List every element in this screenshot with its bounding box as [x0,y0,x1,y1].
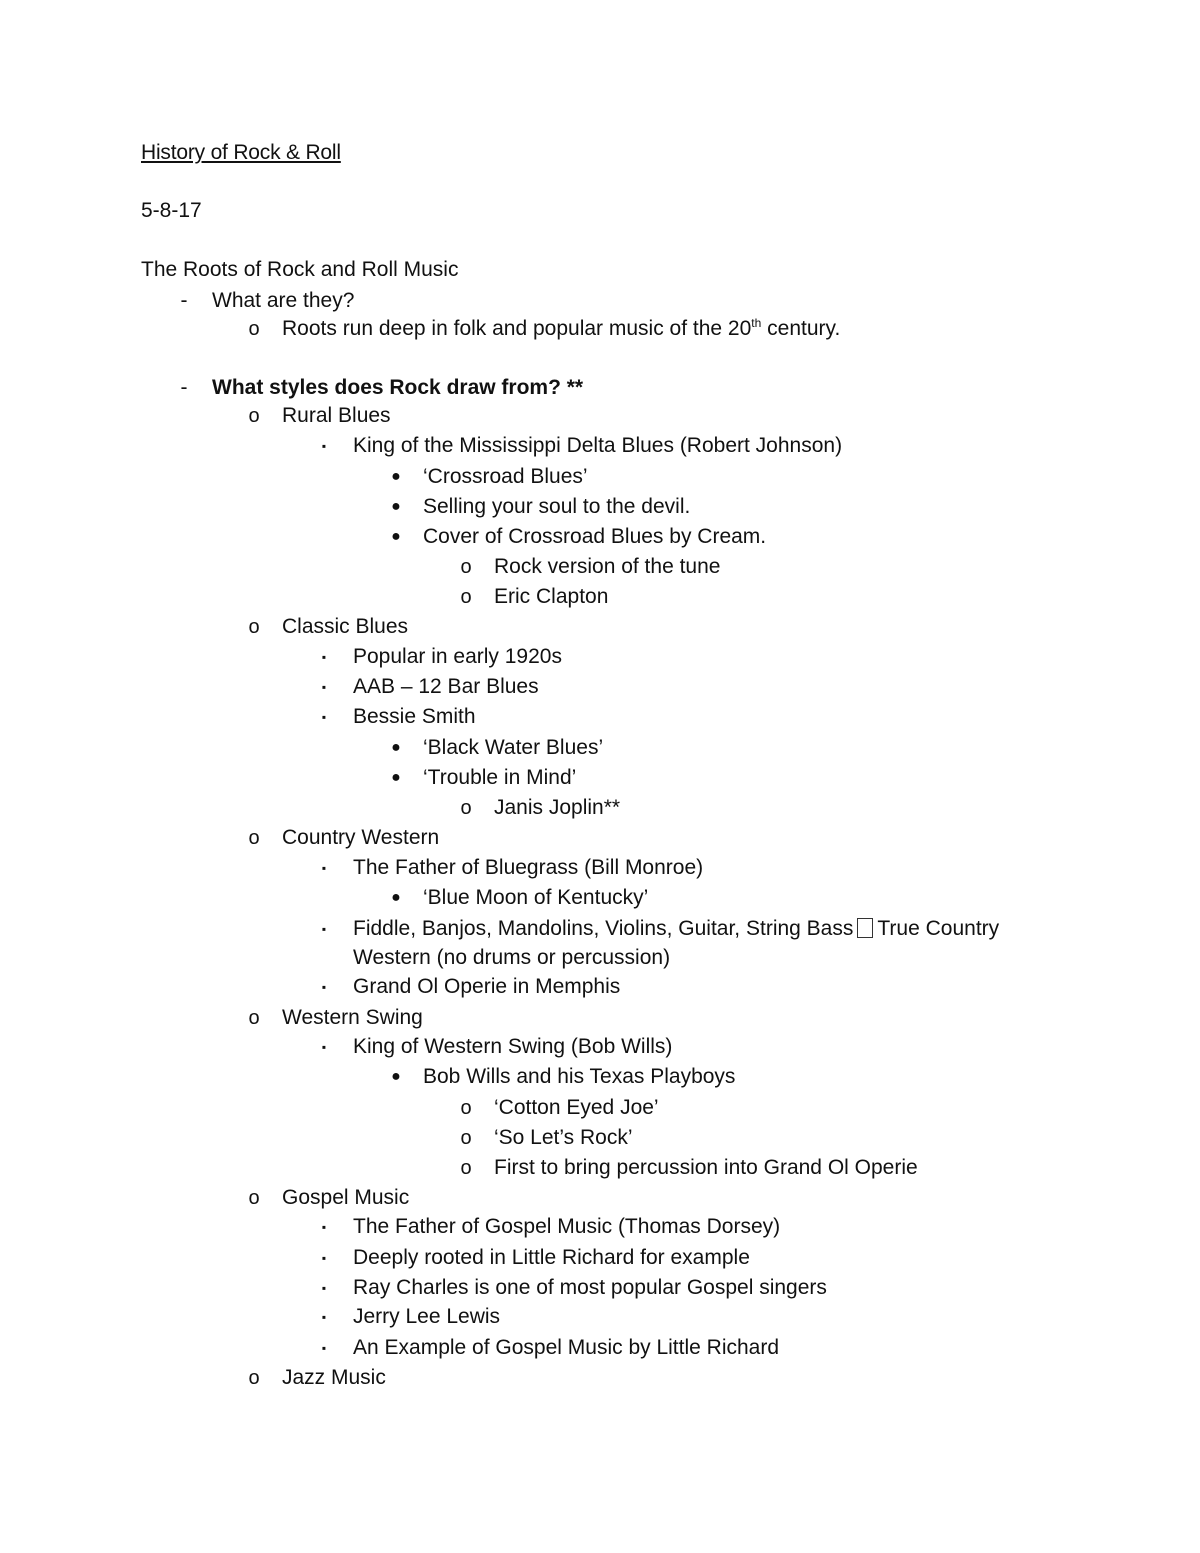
list-item-text: What styles does Rock draw from? ** [212,376,584,399]
circle-bullet: o [248,405,260,427]
square-bullet: ▪ [321,650,327,664]
square-bullet: ▪ [321,710,327,724]
list-item-text: Western Swing [282,1006,423,1029]
list-item-text: Gospel Music [282,1186,410,1209]
dot-bullet: ● [391,1068,401,1085]
section-heading: The Roots of Rock and Roll Music [141,258,459,281]
list-item-text: Rural Blues [282,404,391,427]
circle-bullet: o [460,1127,472,1149]
missing-glyph-icon [857,918,873,938]
circle-bullet: o [460,797,472,819]
circle-bullet: o [248,616,260,638]
document-title: History of Rock & Roll [141,141,341,164]
list-item-text: An Example of Gospel Music by Little Richard [353,1336,780,1359]
list-item-text: Grand Ol Operie in Memphis [353,975,621,998]
list-item-text: Selling your soul to the devil. [423,495,691,518]
list-item-text: Popular in early 1920s [353,645,562,668]
list-item-text: AAB – 12 Bar Blues [353,675,539,698]
list-item-text: ‘Black Water Blues’ [423,736,604,759]
square-bullet: ▪ [321,439,327,453]
list-item-text: ‘Crossroad Blues’ [423,465,588,488]
square-bullet: ▪ [321,1040,327,1054]
dash-bullet: - [180,289,188,312]
square-bullet: ▪ [321,1310,327,1324]
list-item-text: Fiddle, Banjos, Mandolins, Violins, Guitar, String Bass True Country [353,917,1000,940]
square-bullet: ▪ [321,1251,327,1265]
circle-bullet: o [460,1157,472,1179]
document-date: 5-8-17 [141,199,202,222]
list-item-text: King of the Mississippi Delta Blues (Robert Johnson) [353,434,843,457]
list-item-text: Rock version of the tune [494,555,721,578]
list-item-text: ‘Blue Moon of Kentucky’ [423,886,649,909]
dot-bullet: ● [391,739,401,756]
dot-bullet: ● [391,498,401,515]
list-item-text: Cover of Crossroad Blues by Cream. [423,525,767,548]
circle-bullet: o [248,1007,260,1029]
list-item-text: Deeply rooted in Little Richard for example [353,1246,750,1269]
list-item-text: Bob Wills and his Texas Playboys [423,1065,736,1088]
square-bullet: ▪ [321,922,327,936]
dot-bullet: ● [391,528,401,545]
circle-bullet: o [460,556,472,578]
list-item-text: What are they? [212,289,355,312]
circle-bullet: o [248,1367,260,1389]
list-item-text: Country Western [282,826,440,849]
list-item-text: Roots run deep in folk and popular music of the 20th century. [282,316,841,340]
list-item-text: The Father of Gospel Music (Thomas Dorsey) [353,1215,781,1238]
list-item-text: Bessie Smith [353,705,476,728]
circle-bullet: o [248,827,260,849]
dash-bullet: - [180,376,188,399]
square-bullet: ▪ [321,980,327,994]
list-item-text: First to bring percussion into Grand Ol Operie [494,1156,918,1179]
square-bullet: ▪ [321,861,327,875]
list-item-text: Classic Blues [282,615,409,638]
list-item-text: ‘Cotton Eyed Joe’ [494,1096,659,1119]
circle-bullet: o [460,1097,472,1119]
dot-bullet: ● [391,769,401,786]
circle-bullet: o [460,586,472,608]
list-item-text: Janis Joplin** [494,796,621,819]
list-item-text: ‘Trouble in Mind’ [423,766,577,789]
list-item-text: ‘So Let’s Rock’ [494,1126,633,1149]
square-bullet: ▪ [321,1341,327,1355]
list-item-text: Jerry Lee Lewis [353,1305,501,1328]
list-item-text: Ray Charles is one of most popular Gospel singers [353,1276,827,1299]
circle-bullet: o [248,318,260,340]
list-item-text: Jazz Music [282,1366,386,1389]
square-bullet: ▪ [321,1281,327,1295]
list-item-text: Eric Clapton [494,585,609,608]
dot-bullet: ● [391,468,401,485]
square-bullet: ▪ [321,680,327,694]
circle-bullet: o [248,1187,260,1209]
list-item-text: King of Western Swing (Bob Wills) [353,1035,673,1058]
dot-bullet: ● [391,889,401,906]
list-item-text: The Father of Bluegrass (Bill Monroe) [353,856,704,879]
list-item-text: Western (no drums or percussion) [353,946,671,969]
square-bullet: ▪ [321,1220,327,1234]
